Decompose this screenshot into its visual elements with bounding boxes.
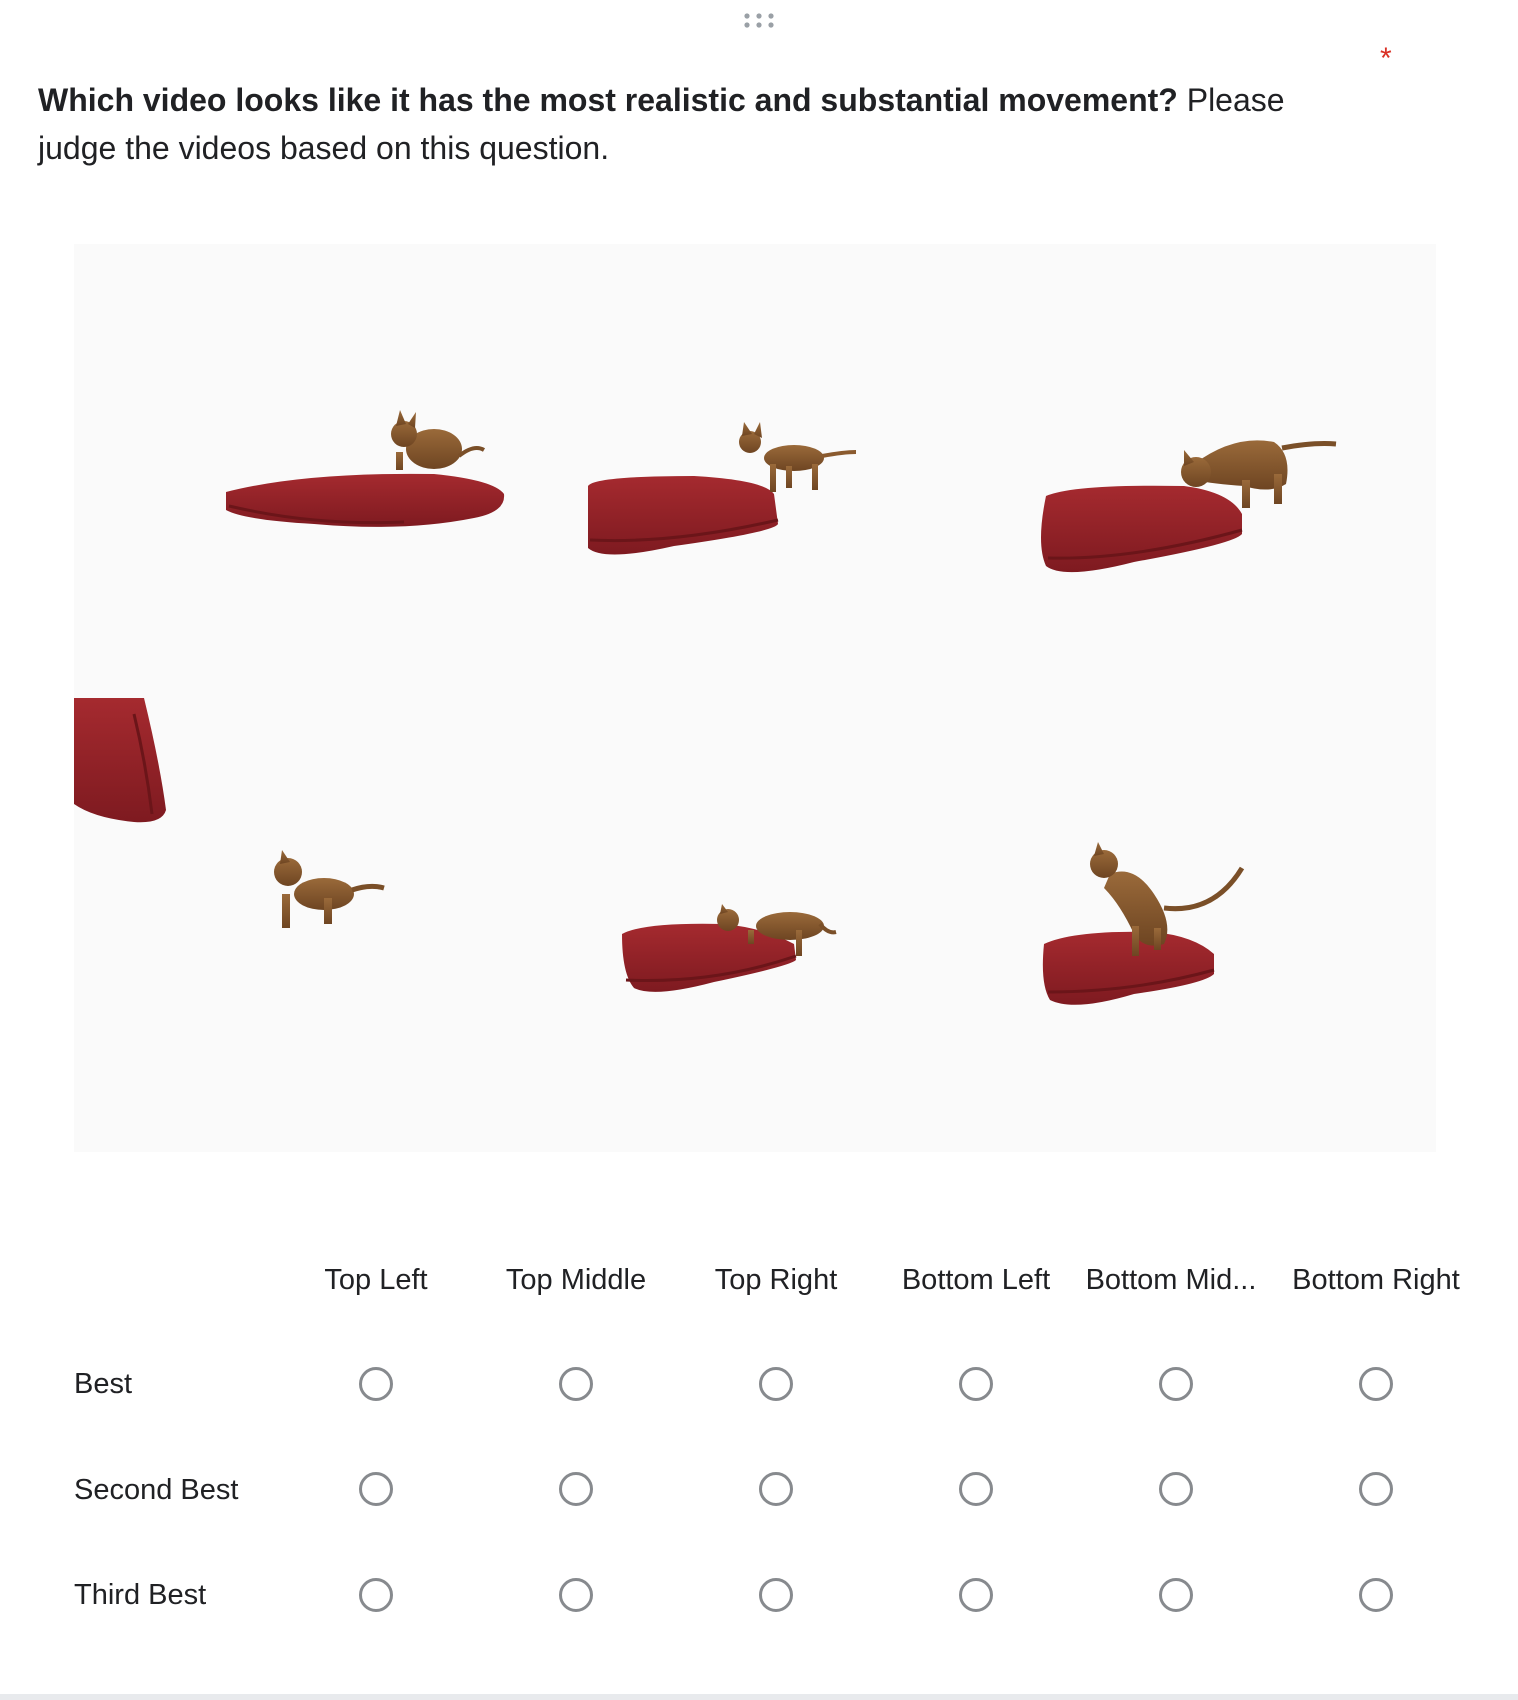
question-regular-text: Please judge the videos based on this question. — [38, 82, 1285, 166]
row-label-third-best: Third Best — [74, 1579, 207, 1611]
radio-best-top-middle[interactable] — [559, 1367, 593, 1401]
radio-second-best-bottom-middle[interactable] — [1159, 1472, 1193, 1506]
radio-third-best-top-right[interactable] — [759, 1578, 793, 1612]
radio-second-best-bottom-left[interactable] — [959, 1472, 993, 1506]
tile-bottom-left — [74, 698, 384, 928]
tile-bottom-right — [1043, 842, 1242, 1005]
column-header-top-middle: Top Middle — [505, 1264, 647, 1296]
radio-best-bottom-left[interactable] — [959, 1367, 993, 1401]
question-bold-text: Which video looks like it has the most realistic and substantial movement? — [38, 82, 1178, 118]
column-header-bottom-middle: Bottom Mid... — [1085, 1264, 1257, 1296]
required-marker: * — [1380, 42, 1392, 75]
drag-handle-icon[interactable] — [741, 12, 777, 28]
column-header-bottom-right: Bottom Right — [1292, 1264, 1460, 1296]
radio-second-best-top-left[interactable] — [359, 1472, 393, 1506]
row-label-second-best: Second Best — [74, 1474, 239, 1506]
radio-second-best-bottom-right[interactable] — [1359, 1472, 1393, 1506]
video-grid-image — [74, 244, 1436, 1152]
radio-second-best-top-right[interactable] — [759, 1472, 793, 1506]
radio-best-bottom-middle[interactable] — [1159, 1367, 1193, 1401]
row-label-best: Best — [74, 1368, 133, 1400]
radio-best-top-right[interactable] — [759, 1367, 793, 1401]
tile-top-middle — [588, 422, 856, 555]
radio-third-best-top-middle[interactable] — [559, 1578, 593, 1612]
tile-top-left — [226, 410, 504, 527]
radio-third-best-bottom-left[interactable] — [959, 1578, 993, 1612]
radio-best-bottom-right[interactable] — [1359, 1367, 1393, 1401]
column-header-top-left: Top Left — [324, 1264, 428, 1296]
column-header-bottom-left: Bottom Left — [901, 1264, 1051, 1296]
radio-third-best-bottom-right[interactable] — [1359, 1578, 1393, 1612]
tile-bottom-middle — [622, 904, 836, 992]
radio-third-best-top-left[interactable] — [359, 1578, 393, 1612]
card-bottom-divider — [0, 1694, 1518, 1700]
column-header-top-right: Top Right — [714, 1264, 838, 1296]
radio-third-best-bottom-middle[interactable] — [1159, 1578, 1193, 1612]
tile-top-right — [1041, 440, 1336, 572]
radio-best-top-left[interactable] — [359, 1367, 393, 1401]
radio-second-best-top-middle[interactable] — [559, 1472, 593, 1506]
question-title — [38, 76, 1368, 172]
